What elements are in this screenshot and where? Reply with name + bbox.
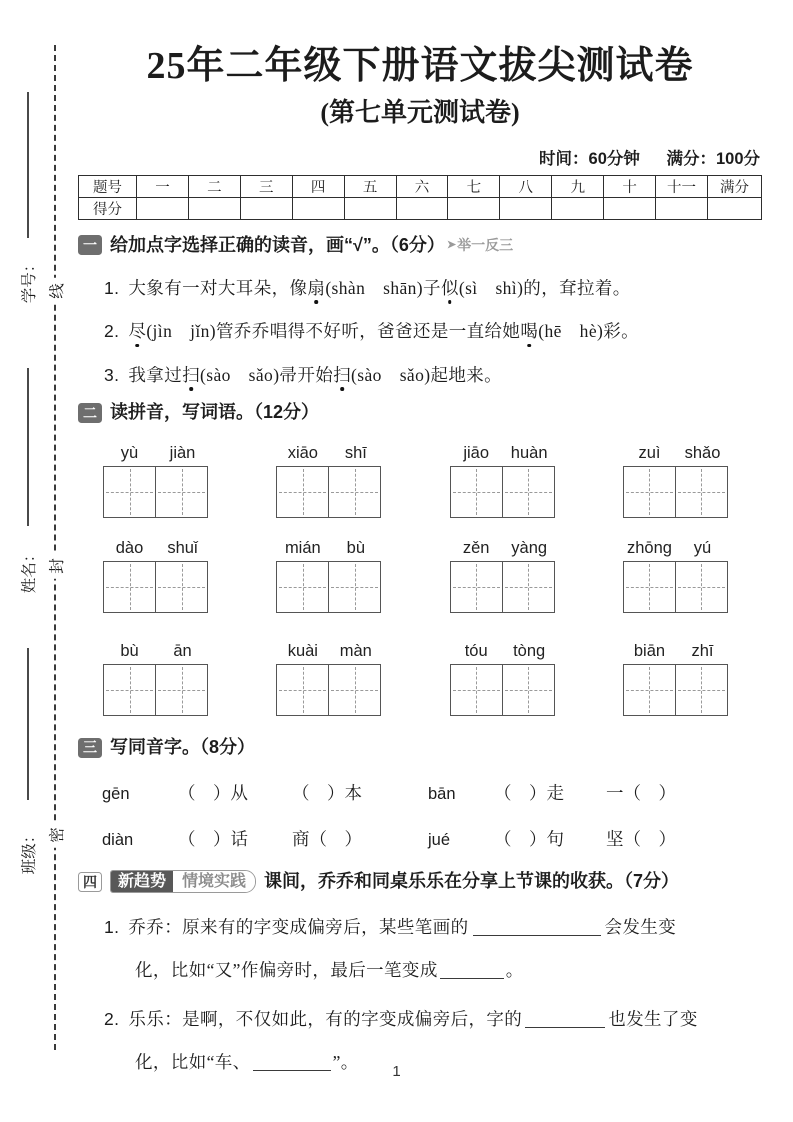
class-blank-line [27, 648, 29, 800]
pinyin-label: zuì shǎo [638, 443, 721, 462]
writing-grid-cell [675, 665, 727, 715]
writing-grid-cell [277, 665, 328, 715]
score-empty-cell [292, 197, 344, 219]
name-label: 姓名： [17, 545, 39, 596]
score-empty-cell [396, 197, 448, 219]
trend-badge [110, 870, 256, 893]
writing-grid-cell [675, 562, 727, 612]
score-table-score-row [79, 197, 762, 219]
section4-number-badge: 四 [78, 872, 102, 892]
question-sentence: 2. 尽(jìn jǐn)管乔乔唱得不好听，爸爸还是一直给她喝(hē hè)彩。 [104, 321, 640, 342]
page-number: 1 [392, 1063, 401, 1080]
fill-blank [440, 963, 504, 979]
pinyin-label: dào shuǐ [115, 538, 198, 557]
writing-grid-cell [155, 665, 207, 715]
writing-grid-cell [328, 562, 380, 612]
section2-header [78, 401, 762, 424]
score-table-cell: 二 [188, 175, 240, 197]
student-id-label: 学号： [17, 255, 39, 306]
writing-grid-cell [675, 467, 727, 517]
student-id-blank-line [27, 92, 29, 238]
writing-grid-cell [104, 562, 155, 612]
writing-grid-cell [155, 562, 207, 612]
pinyin-row [78, 539, 762, 613]
writing-grid-cell [451, 665, 502, 715]
score-table-cell: 七 [448, 175, 500, 197]
class-label: 班级： [17, 826, 39, 877]
score-empty-cell [604, 197, 656, 219]
writing-grid-cell [328, 665, 380, 715]
section2-number-badge: 二 [78, 403, 102, 423]
writing-grid [623, 561, 728, 613]
pinyin-row [78, 444, 762, 518]
section4-header [78, 870, 762, 893]
writing-grid [450, 664, 555, 716]
section2-title: 读拼音，写词语。（12分） [110, 402, 320, 423]
seal-char-feng: 封 [45, 553, 67, 579]
seal-char-xian: 线 [45, 278, 67, 304]
writing-grid-cell [104, 665, 155, 715]
score-empty-cell [656, 197, 708, 219]
dotted-char: 尽 [128, 321, 147, 342]
pinyin-label: yù jiàn [120, 443, 196, 462]
section1-header [78, 234, 762, 257]
dialog-line: 2. 乐乐：是啊，不仅如此，有的字变成偏旁后，字的 也发生了变 [104, 1008, 698, 1029]
pinyin-word-block [276, 642, 382, 716]
pinyin-word-block [276, 539, 382, 613]
section1-title: 给加点字选择正确的读音，画“√”。（6分） [110, 234, 445, 255]
arrow-icon: ➤ [446, 239, 457, 252]
reference-tag [447, 236, 513, 254]
writing-grid [450, 466, 555, 518]
score-empty-cell [188, 197, 240, 219]
pinyin-word-block [623, 444, 729, 518]
dotted-char: 喝 [520, 321, 539, 342]
writing-grid [103, 664, 208, 716]
fill-blank [525, 1012, 605, 1028]
pinyin-word-block [276, 444, 382, 518]
pinyin-label: kuài màn [287, 641, 372, 660]
pinyin-label: bù ān [120, 641, 192, 660]
seal-dashed-line [54, 45, 56, 1050]
score-empty-cell [500, 197, 552, 219]
dotted-char: 扫 [333, 364, 352, 385]
writing-grid-cell [502, 665, 554, 715]
fill-blank [473, 920, 601, 936]
score-table-header-row [79, 175, 762, 197]
writing-grid-cell [624, 562, 675, 612]
writing-grid [450, 561, 555, 613]
pinyin-word-block [103, 642, 209, 716]
score-table-cell: 五 [344, 175, 396, 197]
pinyin-row [78, 642, 762, 716]
pinyin-label: tóu tòng [464, 641, 546, 660]
score-table-cell: 十 [604, 175, 656, 197]
reference-tag-label: 举一反三 [457, 237, 514, 254]
writing-grid-cell [277, 562, 328, 612]
dotted-char: 扇 [307, 277, 326, 298]
score-table-cell: 满分 [708, 175, 762, 197]
trend-badge-light: 情境实践 [173, 871, 255, 892]
writing-grid [276, 664, 381, 716]
homophone-row: diàn （ ）话 商（ ） jué （ ）句 坚（ ） [102, 829, 676, 850]
pinyin-label: zěn yàng [462, 538, 548, 557]
exam-meta [78, 145, 760, 169]
time-limit: 时间：60分钟 [539, 149, 640, 168]
score-empty-cell [552, 197, 604, 219]
score-table-cell: 九 [552, 175, 604, 197]
score-row-label: 得分 [79, 197, 137, 219]
writing-grid-cell [277, 467, 328, 517]
writing-grid [103, 561, 208, 613]
pinyin-word-block [450, 539, 556, 613]
exam-content [78, 44, 762, 1075]
question-sentence: 3. 我拿过扫(sào sǎo)帚开始扫(sào sǎo)起地来。 [104, 364, 503, 385]
pinyin-word-block [450, 444, 556, 518]
pinyin-label: xiāo shī [287, 443, 367, 462]
pinyin-word-block [623, 642, 729, 716]
score-empty-cell [240, 197, 292, 219]
writing-grid-cell [155, 467, 207, 517]
pinyin-label: biān zhī [633, 641, 714, 660]
writing-grid [276, 466, 381, 518]
writing-grid [623, 664, 728, 716]
pinyin-word-block [450, 642, 556, 716]
section3-header [78, 736, 762, 759]
writing-grid-cell [104, 467, 155, 517]
score-table-cell: 六 [396, 175, 448, 197]
exam-subtitle: (第七单元测试卷) [320, 97, 520, 127]
exam-title: 25年二年级下册语文拔尖测试卷 [146, 45, 694, 87]
writing-grid [623, 466, 728, 518]
score-empty-cell [448, 197, 500, 219]
score-empty-cell [137, 197, 189, 219]
score-table-cell: 三 [240, 175, 292, 197]
pinyin-label: mián bù [284, 538, 365, 557]
score-table-cell: 四 [292, 175, 344, 197]
name-blank-line [27, 368, 29, 526]
score-table-cell: 一 [137, 175, 189, 197]
section4-title: 课间，乔乔和同桌乐乐在分享上节课的收获。（7分） [264, 871, 680, 892]
score-table [78, 175, 762, 220]
pinyin-word-block [103, 539, 209, 613]
writing-grid [276, 561, 381, 613]
section1-number-badge: 一 [78, 235, 102, 255]
dialog-line: 化，比如“又”作偏旁时，最后一笔变成 。 [135, 960, 524, 981]
writing-grid-cell [502, 562, 554, 612]
writing-grid-cell [328, 467, 380, 517]
trend-badge-dark: 新趋势 [111, 871, 173, 892]
score-table-cell: 题号 [79, 175, 137, 197]
writing-grid-cell [624, 665, 675, 715]
section3-number-badge: 三 [78, 738, 102, 758]
writing-grid-cell [451, 562, 502, 612]
score-empty-cell [344, 197, 396, 219]
pinyin-label: jiāo huàn [463, 443, 548, 462]
section3-title: 写同音字。（8分） [110, 736, 256, 757]
writing-grid-cell [451, 467, 502, 517]
score-table-cell: 八 [500, 175, 552, 197]
pinyin-word-block [623, 539, 729, 613]
pinyin-label: zhōng yú [627, 538, 712, 557]
writing-grid-cell [624, 467, 675, 517]
seal-char-mi: 密 [45, 822, 67, 848]
dialog-line: 1. 乔乔：原来有的字变成偏旁后，某些笔画的 会发生变 [104, 916, 677, 937]
dialog-question [104, 915, 762, 983]
score-empty-cell [708, 197, 762, 219]
homophone-row: gēn （ ）从 （ ）本 bān （ ）走 一（ ） [102, 783, 676, 804]
writing-grid [103, 466, 208, 518]
dialog-line: 化，比如“车、 ”。 [135, 1052, 359, 1073]
full-score: 满分：100分 [666, 149, 760, 168]
dotted-char: 扫 [182, 364, 201, 385]
score-table-cell: 十一 [656, 175, 708, 197]
dotted-char: 似 [440, 277, 459, 298]
writing-grid-cell [502, 467, 554, 517]
question-sentence: 1. 大象有一对大耳朵，像扇(shàn shān)子似(sì shì)的，耷拉着。 [104, 277, 631, 298]
pinyin-word-block [103, 444, 209, 518]
